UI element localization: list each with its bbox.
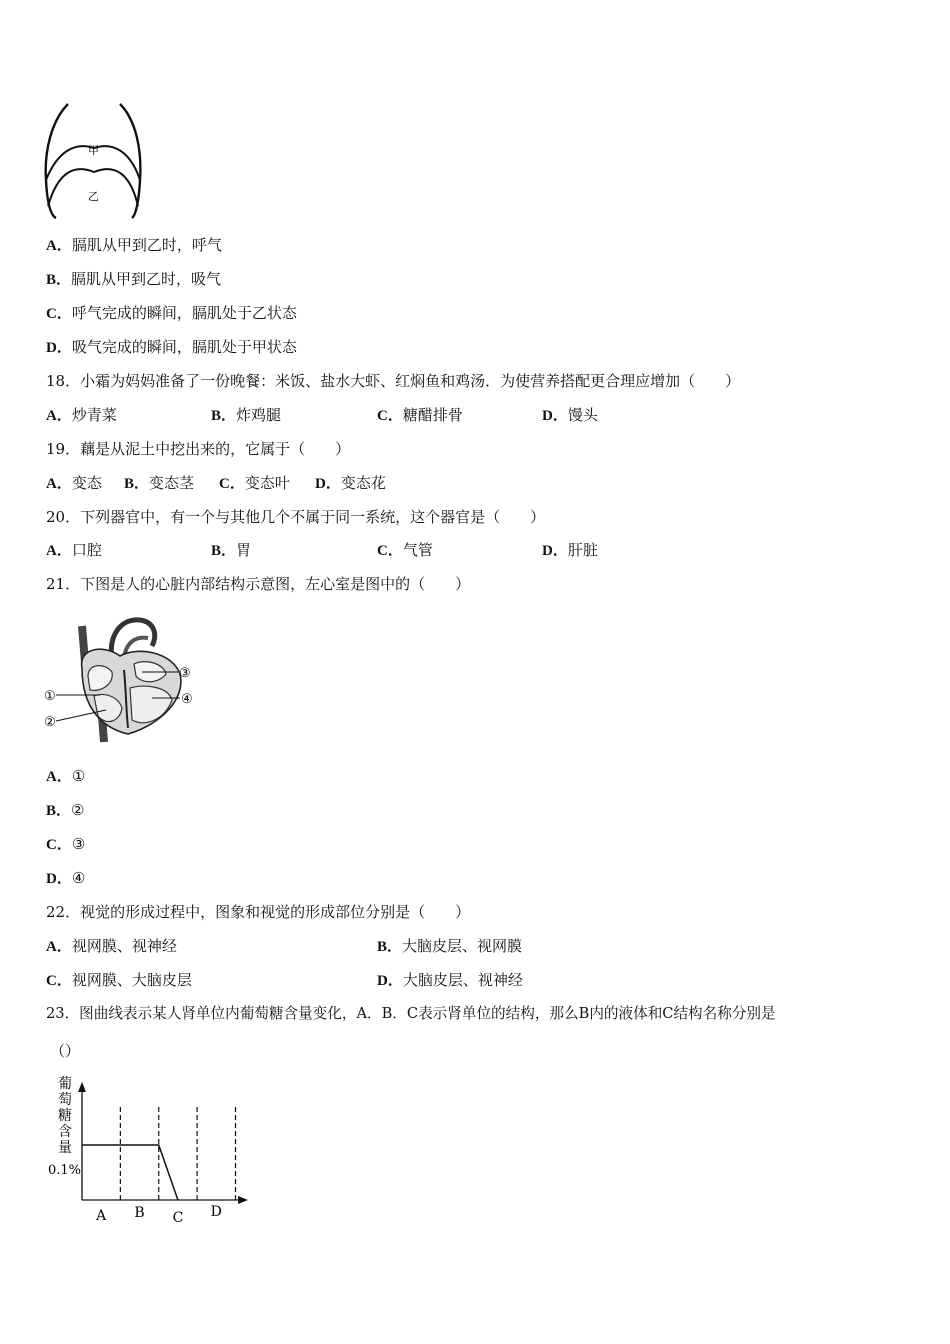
q18-option-b[interactable]: B．炸鸡腿 — [211, 406, 282, 424]
q21-stem: 21．下图是人的心脏内部结构示意图，左心室是图中的（ ） — [46, 575, 471, 593]
left-ventricle-shape — [130, 686, 172, 723]
q17-option-b[interactable]: B．膈肌从甲到乙时，吸气 — [46, 270, 222, 288]
q21-option-c[interactable]: C．③ — [46, 835, 86, 853]
q19-option-b[interactable]: B．变态茎 — [124, 474, 195, 492]
y-axis-label-char: 糖 — [58, 1108, 72, 1124]
y-axis-label-char: 含 — [58, 1124, 72, 1140]
label-jia: 甲 — [88, 144, 99, 157]
x-category-label-a: A — [96, 1208, 107, 1224]
y-axis-label-char: 萄 — [58, 1092, 72, 1108]
diaphragm-figure — [42, 100, 146, 222]
q22-option-c[interactable]: C．视网膜、大脑皮层 — [46, 971, 192, 989]
q19-option-c[interactable]: C．变态叶 — [219, 474, 290, 492]
x-category-label-b: B — [134, 1205, 145, 1221]
x-category-label-c: C — [172, 1210, 184, 1226]
q18-option-c[interactable]: C．糖醋排骨 — [377, 406, 463, 424]
q17-option-c[interactable]: C．呼气完成的瞬间，膈肌处于乙状态 — [46, 304, 297, 322]
y-axis-label-char: 葡 — [58, 1076, 72, 1092]
y-axis-label-char: 量 — [58, 1140, 72, 1156]
y-tick-label: 0.1% — [48, 1163, 82, 1178]
q23-stem-line1: 23．图曲线表示某人肾单位内葡萄糖含量变化，A．B．C表示肾单位的结构，那么B内的液体和C结构名称分别是 — [46, 1005, 776, 1022]
q20-option-a[interactable]: A．口腔 — [46, 541, 102, 559]
y-axis-label-group — [58, 1076, 72, 1156]
q23-stem-line2: （） — [50, 1042, 81, 1060]
q18-stem: 18．小霜为妈妈准备了一份晚餐：米饭、盐水大虾、红焖鱼和鸡汤．为使营养搭配更合理应增加（ ） — [46, 372, 741, 390]
q21-option-d[interactable]: D．④ — [46, 869, 86, 887]
x-category-label-d: D — [210, 1204, 222, 1220]
q20-option-d[interactable]: D．肝脏 — [542, 541, 598, 559]
q22-option-b[interactable]: B．大脑皮层、视网膜 — [377, 937, 523, 955]
q18-option-a[interactable]: A．炒青菜 — [46, 406, 117, 424]
q20-option-c[interactable]: C．气管 — [377, 541, 433, 559]
x-axis-arrow — [238, 1196, 248, 1204]
q17-option-d[interactable]: D．吸气完成的瞬间，膈肌处于甲状态 — [46, 338, 297, 356]
q19-option-a[interactable]: A．变态 — [46, 474, 102, 492]
heart-label-3: ③ — [179, 666, 191, 681]
q20-stem: 20．下列器官中，有一个与其他几个不属于同一系统，这个器官是（ ） — [46, 508, 546, 526]
label-yi: 乙 — [88, 190, 99, 203]
q19-option-d[interactable]: D．变态花 — [315, 474, 386, 492]
q18-option-d[interactable]: D．馒头 — [542, 406, 598, 424]
x-dividers — [120, 1106, 235, 1200]
q21-option-a[interactable]: A．① — [46, 767, 86, 785]
heart-label-4: ④ — [181, 692, 193, 707]
y-axis-arrow — [78, 1082, 86, 1092]
glucose-chart — [40, 1070, 260, 1230]
q22-option-d[interactable]: D．大脑皮层、视神经 — [377, 971, 523, 989]
q20-option-b[interactable]: B．胃 — [211, 541, 252, 559]
glucose-curve — [82, 1145, 178, 1200]
q22-stem: 22．视觉的形成过程中，图象和视觉的形成部位分别是（ ） — [46, 903, 471, 921]
heart-figure — [42, 612, 200, 744]
q21-option-b[interactable]: B．② — [46, 801, 85, 819]
heart-label-1: ① — [44, 689, 56, 704]
q17-option-a[interactable]: A．膈肌从甲到乙时，呼气 — [46, 236, 222, 254]
heart-label-2: ② — [44, 715, 56, 730]
q22-option-a[interactable]: A．视网膜、视神经 — [46, 937, 177, 955]
q19-stem: 19．藕是从泥土中挖出来的，它属于（ ） — [46, 440, 351, 458]
